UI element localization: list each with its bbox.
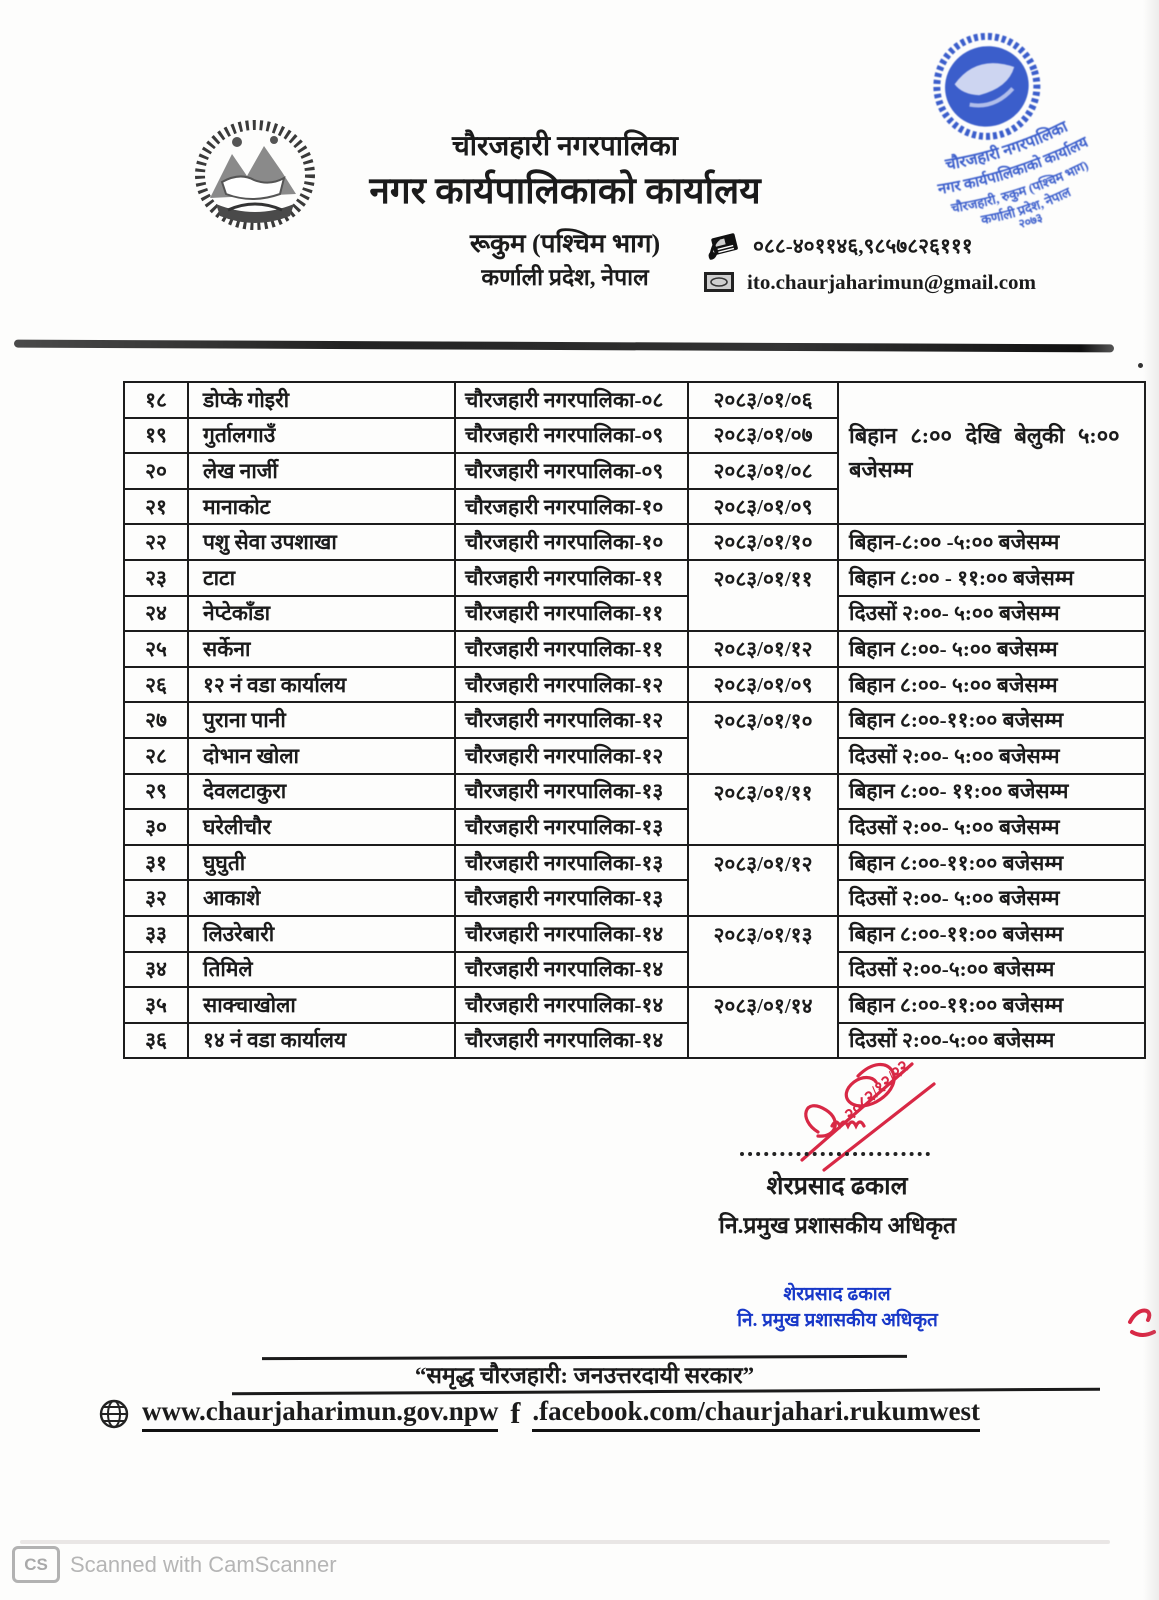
table-row	[124, 809, 1145, 845]
table-cell: दिउसों २:००-५:०० बजेसम्म	[838, 952, 1145, 988]
header-municipality: चौरजहारी नगरपालिका	[452, 131, 678, 162]
signature-dotted-line	[740, 1152, 930, 1156]
table-cell: २०	[124, 453, 188, 489]
schedule-table	[123, 381, 1146, 1059]
table-cell: २०८३/०१/१०	[688, 524, 838, 560]
table-row	[124, 738, 1145, 774]
table-cell: चौरजहारी नगरपालिका-१२	[455, 702, 688, 738]
phone-number: ०८८-४०११४६,९८५७८२६१११	[753, 234, 973, 258]
table-cell: २५	[124, 631, 188, 667]
table-cell: ३२	[124, 880, 188, 916]
table-cell: साक्चाखोला	[188, 987, 455, 1023]
table-cell: १९	[124, 418, 188, 454]
camscanner-logo-icon: CS	[12, 1546, 60, 1583]
table-cell: ३३	[124, 916, 188, 952]
scan-fold-line	[14, 340, 1114, 353]
website-url: www.chaurjaharimun.gov.npw	[142, 1396, 498, 1432]
table-cell: ३६	[124, 1023, 188, 1059]
table-cell: २०८३/०१/०६	[688, 382, 838, 418]
table-row	[124, 1023, 1145, 1059]
facebook-icon: f	[510, 1397, 521, 1430]
table-cell: बिहान ८:०० - ११:०० बजेसम्म	[838, 560, 1145, 596]
table-cell: घुघुती	[188, 845, 455, 881]
table-row	[124, 524, 1145, 560]
table-cell: बिहान ८:००-११:०० बजेसम्म	[838, 845, 1145, 881]
table-cell: दिउसों २:००- ५:०० बजेसम्म	[838, 880, 1145, 916]
phone-icon	[703, 230, 743, 262]
email-icon	[703, 270, 737, 294]
signatory-name: शेरप्रसाद ढकाल	[766, 1173, 908, 1200]
table-cell: २०८३/०१/११	[688, 560, 838, 631]
table-cell: नेप्टेकाँडा	[188, 596, 455, 632]
signature	[788, 1054, 948, 1174]
table-cell: २४	[124, 596, 188, 632]
table-cell: २८	[124, 738, 188, 774]
table-cell: चौरजहारी नगरपालिका-११	[455, 596, 688, 632]
table-cell: बिहान-८:०० -५:०० बजेसम्म	[838, 524, 1145, 560]
header-office-title: नगर कार्यपालिकाको कार्यालय	[369, 171, 761, 212]
signature-date-ink: २०८२/१२/२२	[840, 1056, 913, 1125]
table-row	[124, 382, 1145, 418]
table-cell: चौरजहारी नगरपालिका-१०	[455, 489, 688, 525]
table-cell: २०८३/०१/११	[688, 774, 838, 845]
table-row	[124, 987, 1145, 1023]
table-cell: २६	[124, 667, 188, 703]
table-cell: २०८३/०१/१२	[688, 845, 838, 916]
table-cell: चौरजहारी नगरपालिका-१०	[455, 524, 688, 560]
table-cell: चौरजहारी नगरपालिका-१३	[455, 880, 688, 916]
table-cell: चौरजहारी नगरपालिका-१४	[455, 952, 688, 988]
table-cell: सर्केना	[188, 631, 455, 667]
table-cell: डोप्के गोइरी	[188, 382, 455, 418]
table-cell: बिहान ८:००- ५:०० बजेसम्म	[838, 631, 1145, 667]
table-cell: २०८३/०१/०८	[688, 453, 838, 489]
table-cell: चौरजहारी नगरपालिका-१२	[455, 667, 688, 703]
globe-icon	[98, 1398, 130, 1430]
table-cell: बिहान ८:००-११:०० बजेसम्म	[838, 916, 1145, 952]
signatory-title: नि.प्रमुख प्रशासकीय अधिकृत	[718, 1213, 957, 1238]
table-cell: २०८३/०१/१४	[688, 987, 838, 1058]
table-cell: २०८३/०१/१३	[688, 916, 838, 987]
header-province: कर्णाली प्रदेश, नेपाल	[481, 265, 649, 290]
table-cell: पुराना पानी	[188, 702, 455, 738]
table-cell: चौरजहारी नगरपालिका-१४	[455, 987, 688, 1023]
table-cell: दोभान खोला	[188, 738, 455, 774]
table-cell: ३४	[124, 952, 188, 988]
table-cell: २७	[124, 702, 188, 738]
table-cell: देवलटाकुरा	[188, 774, 455, 810]
table-cell: दिउसों २:००- ५:०० बजेसम्म	[838, 596, 1145, 632]
table-cell: २०८३/०१/१०	[688, 702, 838, 773]
facebook-url: .facebook.com/chaurjahari.rukumwest	[532, 1396, 980, 1432]
table-row	[124, 702, 1145, 738]
table-row	[124, 880, 1145, 916]
table-cell: २३	[124, 560, 188, 596]
table-cell: बिहान ८:००- ५:०० बजेसम्म	[838, 667, 1145, 703]
table-row	[124, 774, 1145, 810]
table-cell: २१	[124, 489, 188, 525]
table-cell: चौरजहारी नगरपालिका-१३	[455, 774, 688, 810]
table-cell: २०८३/०१/०७	[688, 418, 838, 454]
table-cell: गुर्तालगाउँ	[188, 418, 455, 454]
svg-text:२०७३: २०७३	[1017, 210, 1045, 231]
table-row	[124, 667, 1145, 703]
table-cell: चौरजहारी नगरपालिका-१४	[455, 1023, 688, 1059]
table-row	[124, 596, 1145, 632]
scan-edge-shadow	[1143, 0, 1159, 1600]
svg-text:चौरजहारी नगरपालिका: चौरजहारी नगरपालिका	[944, 118, 1071, 174]
table-cell: दिउसों २:००-५:०० बजेसम्म	[838, 1023, 1145, 1059]
table-cell: तिमिले	[188, 952, 455, 988]
table-cell: घरेलीचौर	[188, 809, 455, 845]
table-cell: चौरजहारी नगरपालिका-१४	[455, 916, 688, 952]
table-cell: चौरजहारी नगरपालिका-११	[455, 631, 688, 667]
table-cell: बिहान ८:००- ११:०० बजेसम्म	[838, 774, 1145, 810]
camscanner-watermark	[12, 1546, 337, 1583]
table-cell: २०८३/०१/०९	[688, 489, 838, 525]
stamp-signatory-name: शेरप्रसाद ढकाल	[783, 1284, 891, 1305]
table-cell: २०८३/०१/१२	[688, 631, 838, 667]
footer-links	[98, 1396, 1098, 1432]
table-cell: ३५	[124, 987, 188, 1023]
scan-smear	[20, 1540, 1110, 1544]
table-cell: चौरजहारी नगरपालिका-१३	[455, 845, 688, 881]
table-row	[124, 631, 1145, 667]
header-district: रूकुम (पश्चिम भाग)	[469, 229, 661, 258]
footer-slogan: “समृद्ध चौरजहारी: जनउत्तरदायी सरकार”	[414, 1363, 755, 1388]
table-cell: बिहान ८:००-११:०० बजेसम्म	[838, 702, 1145, 738]
table-cell: २२	[124, 524, 188, 560]
svg-text:चौरजहारी, रुकुम (पश्चिम भाग): चौरजहारी, रुकुम (पश्चिम भाग)	[949, 157, 1091, 216]
table-cell: लेख नार्जी	[188, 453, 455, 489]
table-cell: २९	[124, 774, 188, 810]
table-cell: चौरजहारी नगरपालिका-११	[455, 560, 688, 596]
stamp-signatory-title: नि. प्रमुख प्रशासकीय अधिकृत	[737, 1310, 938, 1331]
table-row	[124, 916, 1145, 952]
table-row	[124, 845, 1145, 881]
table-cell: ३०	[124, 809, 188, 845]
table-cell: ३१	[124, 845, 188, 881]
svg-text:नगर कार्यपालिकाको कार्यालय: नगर कार्यपालिकाको कार्यालय	[936, 134, 1091, 199]
table-row	[124, 560, 1145, 596]
table-cell: चौरजहारी नगरपालिका-०८	[455, 382, 688, 418]
table-cell: बिहान ८:००-११:०० बजेसम्म	[838, 987, 1145, 1023]
official-stamp	[868, 28, 1136, 248]
table-cell: २०८३/०१/०९	[688, 667, 838, 703]
table-cell: आकाशे	[188, 880, 455, 916]
table-cell: १२ नं वडा कार्यालय	[188, 667, 455, 703]
email-address: ito.chaurjaharimun@gmail.com	[747, 269, 1037, 294]
table-cell: १४ नं वडा कार्यालय	[188, 1023, 455, 1059]
camscanner-text: Scanned with CamScanner	[70, 1551, 337, 1577]
table-cell: बिहान ८:०० देखि बेलुकी ५:०० बजेसम्म	[838, 382, 1145, 524]
table-cell: मानाकोट	[188, 489, 455, 525]
table-row	[124, 952, 1145, 988]
table-cell: चौरजहारी नगरपालिका-१२	[455, 738, 688, 774]
table-cell: १८	[124, 382, 188, 418]
table-cell: टाटा	[188, 560, 455, 596]
table-cell: चौरजहारी नगरपालिका-०९	[455, 418, 688, 454]
table-cell: पशु सेवा उपशाखा	[188, 524, 455, 560]
svg-text:कर्णाली प्रदेश, नेपाल: कर्णाली प्रदेश, नेपाल	[979, 184, 1074, 228]
table-cell: लिउरेबारी	[188, 916, 455, 952]
table-cell: दिउसों २:००- ५:०० बजेसम्म	[838, 809, 1145, 845]
table-cell: चौरजहारी नगरपालिका-१३	[455, 809, 688, 845]
table-cell: चौरजहारी नगरपालिका-०९	[455, 453, 688, 489]
schedule-table-body	[124, 382, 1145, 1058]
table-cell: दिउसों २:००- ५:०० बजेसम्म	[838, 738, 1145, 774]
